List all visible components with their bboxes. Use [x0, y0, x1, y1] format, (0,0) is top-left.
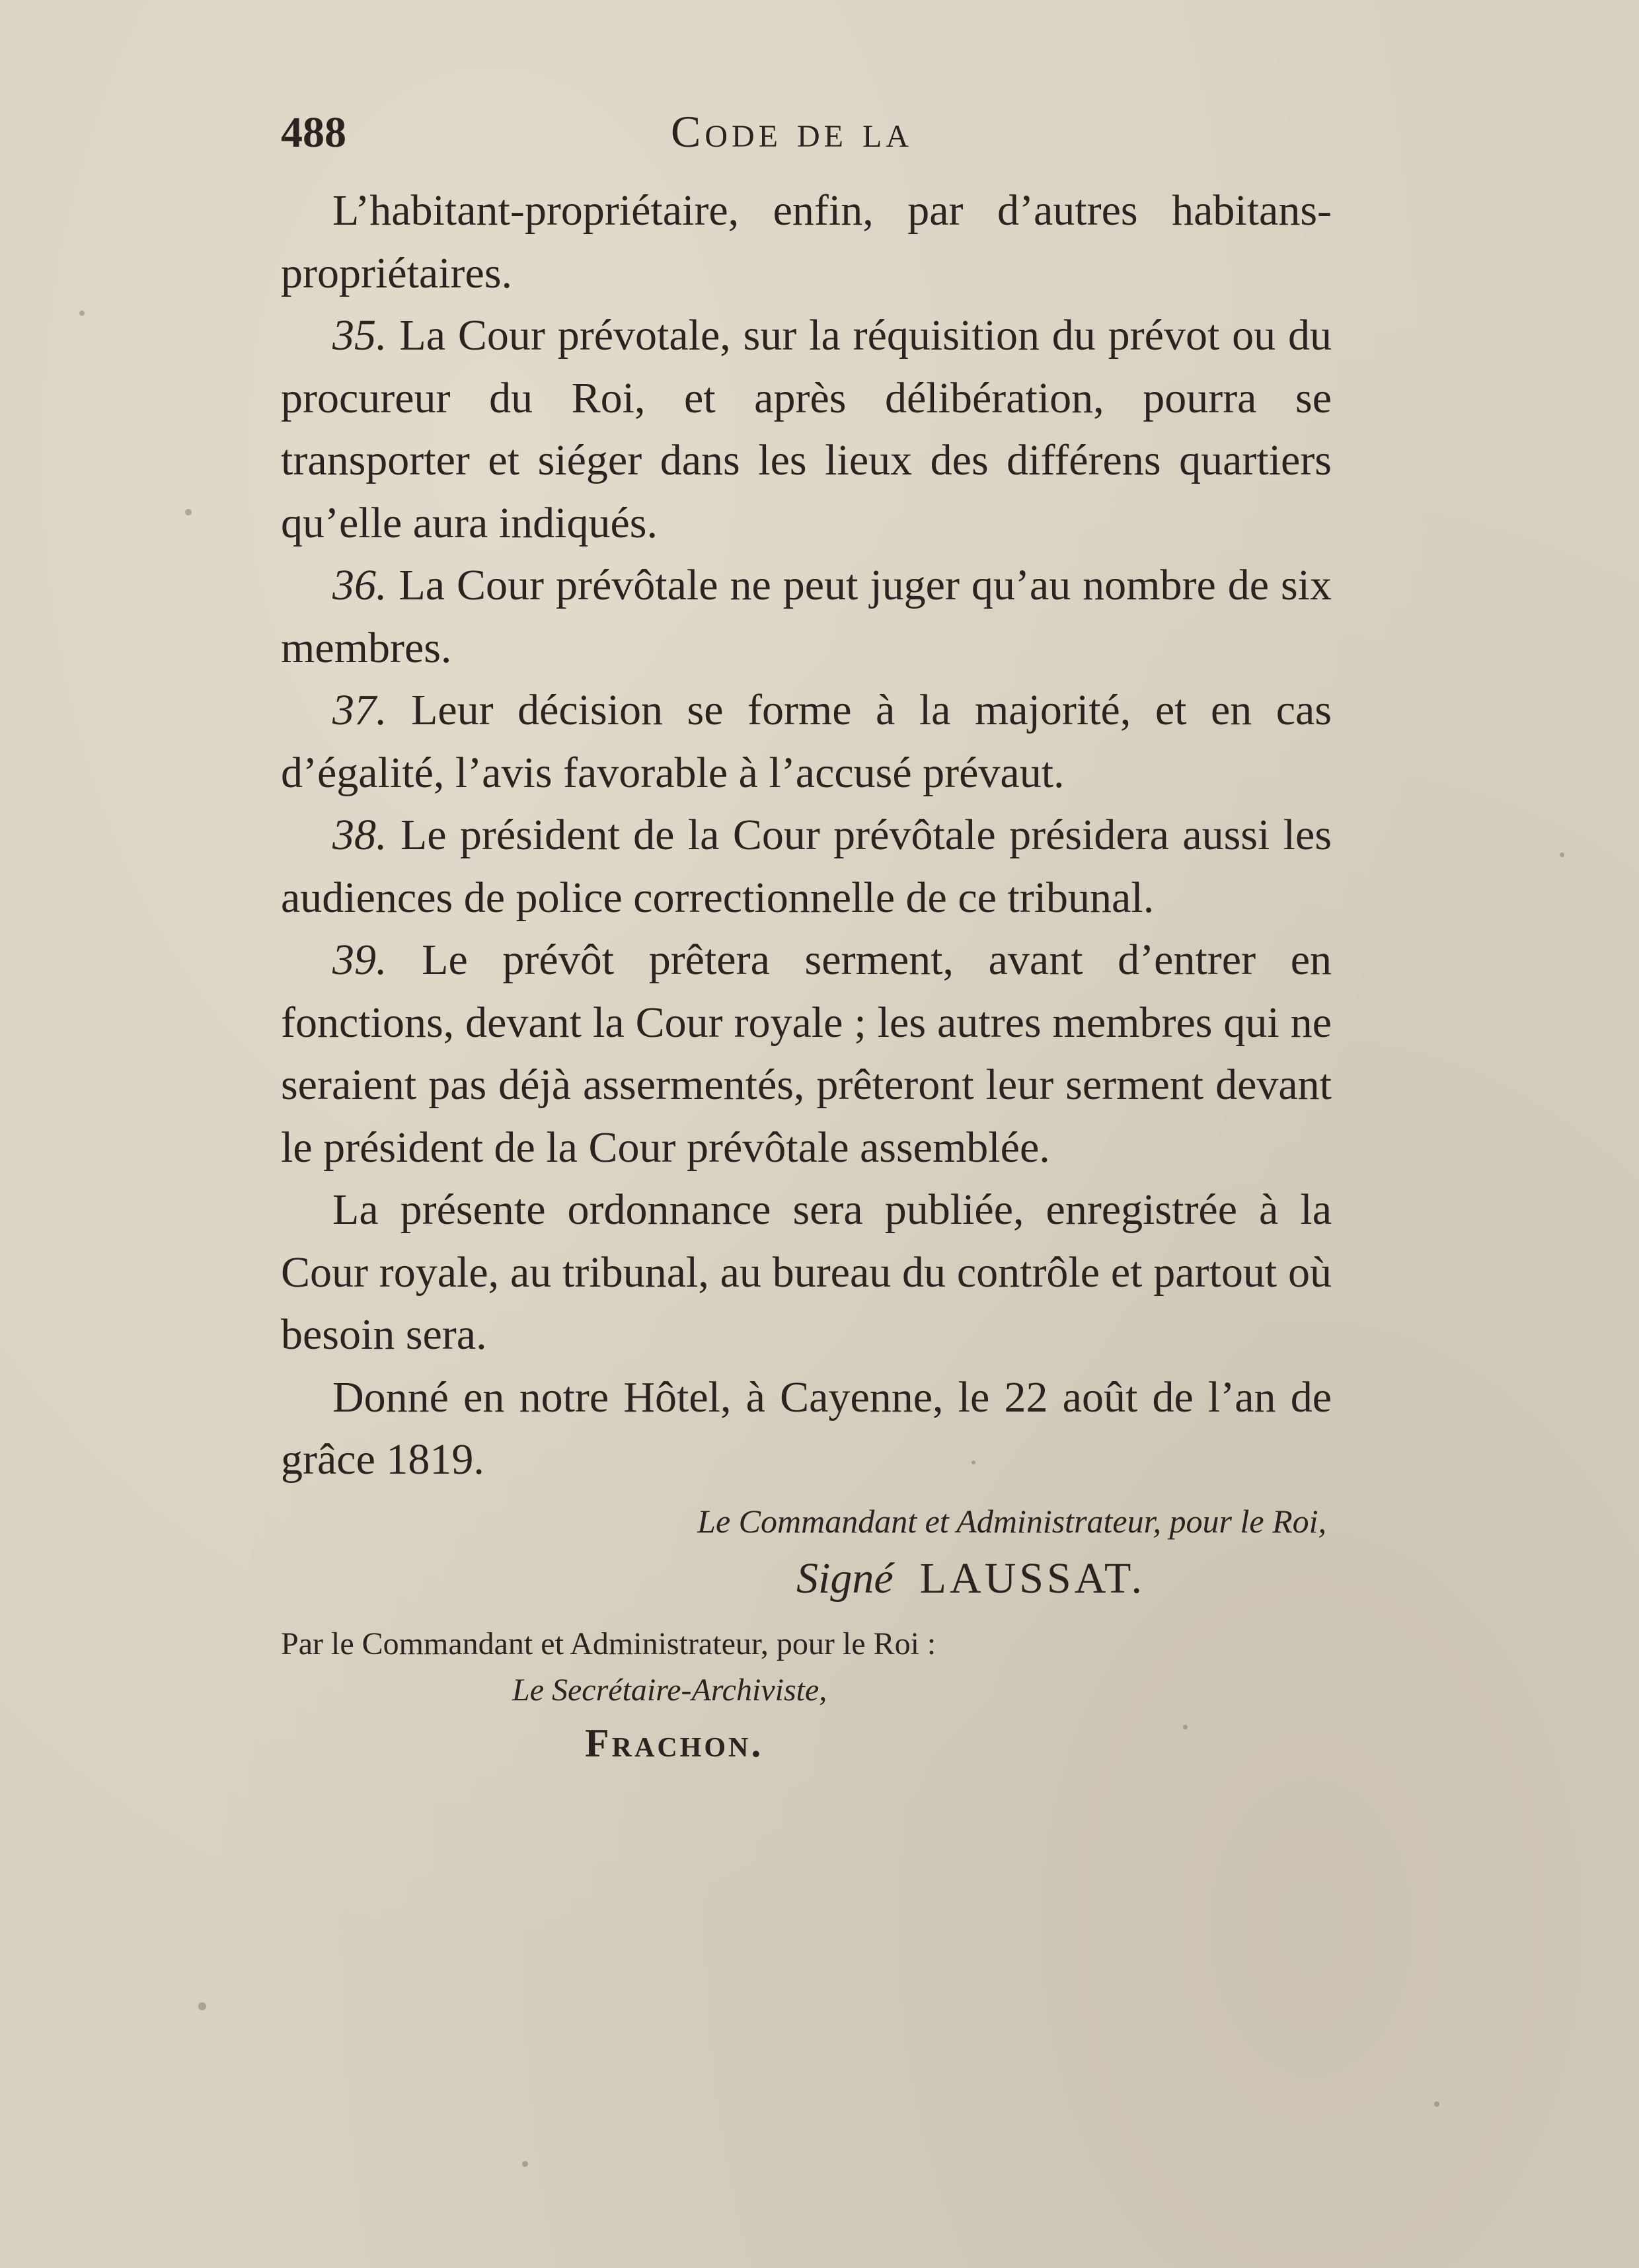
paper-speck [185, 509, 192, 515]
countersign-title: Le Secrétaire-Archiviste, [512, 1672, 827, 1708]
article-number: 35. [332, 311, 387, 359]
paper-speck [1434, 2101, 1439, 2107]
article-number: 38. [332, 811, 387, 859]
article-36 [281, 554, 1332, 679]
countersign-name [585, 1714, 1332, 1776]
running-title [671, 106, 913, 158]
article-38 [281, 804, 1332, 929]
signature-line [796, 1552, 1332, 1605]
countersign-by-line: Par le Commandant et Administrateur, pour le Roi : [281, 1626, 936, 1661]
article-number: 36. [332, 561, 387, 609]
article-35 [281, 305, 1332, 554]
page-header [281, 106, 1332, 180]
article-text: La Cour prévôtale ne peut juger qu’au nombre de six membres. [281, 561, 1332, 672]
article-39 [281, 929, 1332, 1179]
article-text: Leur décision se forme à la majorité, et en cas d’égalité, l’avis favorable à l’accusé prévaut. [281, 686, 1332, 797]
running-title-text: Code de la [671, 106, 913, 157]
paper-speck [198, 2002, 206, 2010]
signed-word: Signé [796, 1554, 894, 1603]
page-text [281, 106, 1332, 1776]
signatory-name: LAUSSAT. [919, 1554, 1145, 1603]
article-text: Le prévôt prêtera serment, avant d’entrer en fonctions, devant la Cour royale ; les autres membres qui ne seraient pas déjà assermentés, prêteront leur serment devant le président de la Cour prévôtale assemblée. [281, 936, 1332, 1172]
article-text: La Cour prévotale, sur la réquisition du prévot ou du procureur du Roi, et après délibération, pourra se transporter et siéger dans les lieux des différens quartiers qu’elle aura indiqués. [281, 311, 1332, 547]
continuation-paragraph: L’habitant-propriétaire, enfin, par d’autres habitans-propriétaires. [281, 186, 1332, 297]
page-number: 488 [281, 108, 346, 157]
article-number: 37. [332, 686, 387, 734]
given-paragraph: Donné en notre Hôtel, à Cayenne, le 22 août de l’an de grâce 1819. [281, 1373, 1332, 1484]
article-37 [281, 679, 1332, 804]
paper-speck [1560, 852, 1564, 857]
paper-speck [522, 2161, 528, 2167]
article-text: Le président de la Cour prévôtale présidera aussi les audiences de police correctionnelle de ce tribunal. [281, 811, 1332, 922]
signature-title: Le Commandant et Administrateur, pour le Roi, [697, 1502, 1326, 1540]
publication-paragraph: La présente ordonnance sera publiée, enregistrée à la Cour royale, au tribunal, au bureau du contrôle et partout où besoin sera. [281, 1186, 1332, 1359]
paper-speck [79, 311, 85, 316]
countersign-name-text: Frachon. [585, 1721, 764, 1765]
article-number: 39. [332, 936, 387, 984]
